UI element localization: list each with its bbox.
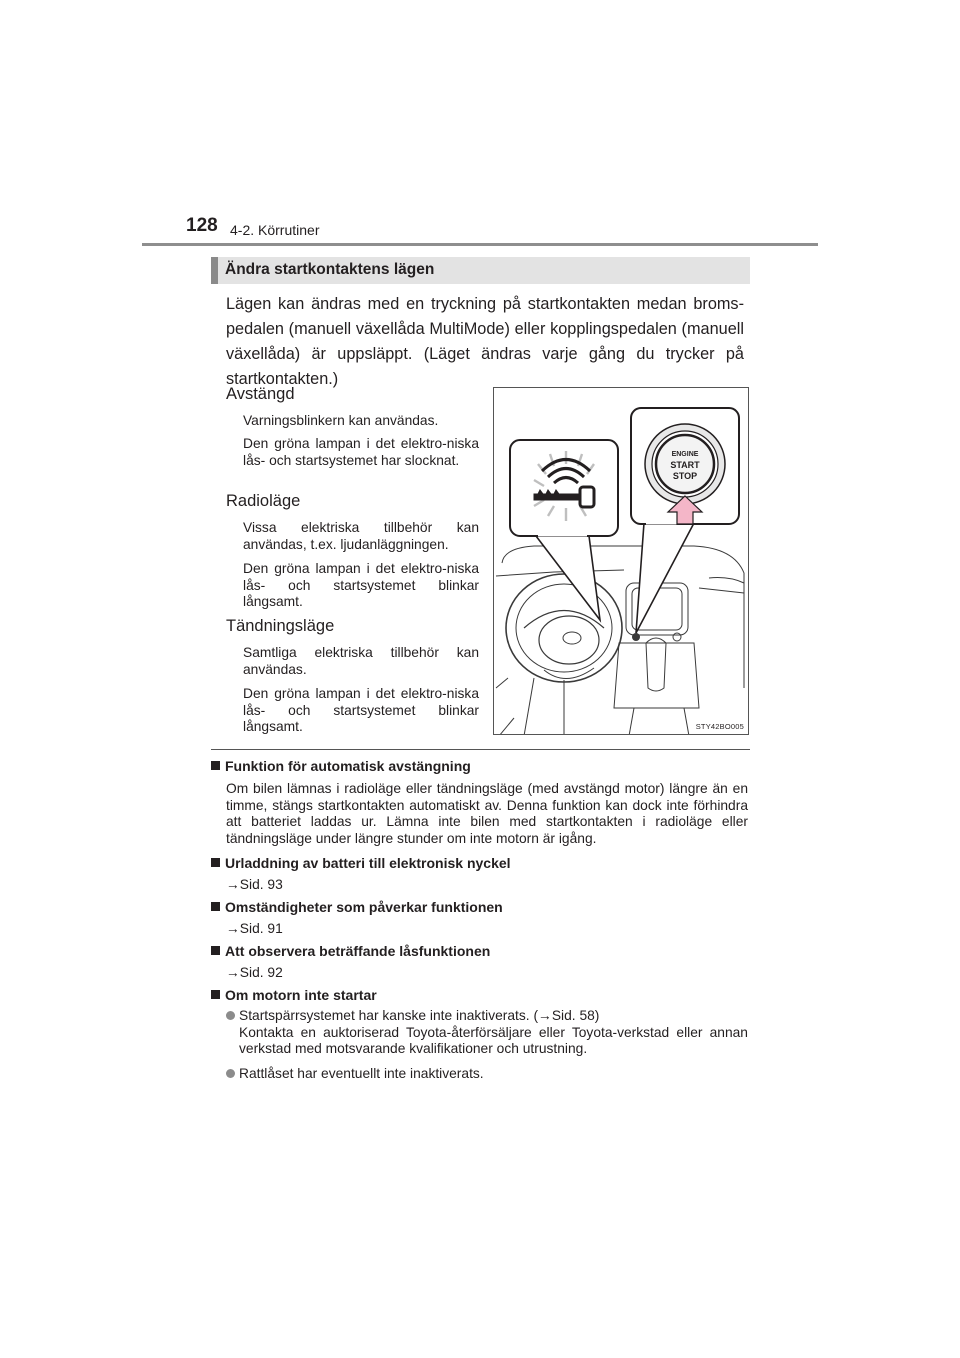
mode-off-line: Den gröna lampan i det elektro-niska lås- och startsystemet har slocknat. [243, 436, 479, 468]
mode-title-acc: Radioläge [226, 492, 301, 510]
bullet-line: Rattlåset har eventuellt inte inaktiverats. [239, 1066, 484, 1081]
note-heading-text: Urladdning av batteri till elektronisk nyckel [225, 855, 511, 871]
page-reference: →Sid. 93 [226, 877, 283, 892]
square-bullet-icon [211, 990, 220, 999]
square-bullet-icon [211, 902, 220, 911]
list-item [226, 1066, 748, 1083]
mode-acc-line: Den gröna lampan i det elektro-niska lås- och startsystemet blinkar långsamt. [243, 561, 479, 609]
note-heading [211, 758, 471, 774]
round-bullet-icon [226, 1069, 235, 1078]
round-bullet-icon [226, 1011, 235, 1020]
square-bullet-icon [211, 761, 220, 770]
note-heading-text: Om motorn inte startar [225, 987, 377, 1003]
dashboard-drawing [494, 388, 749, 735]
mode-title-on: Tändningsläge [226, 617, 335, 635]
button-line-stop: STOP [672, 471, 698, 481]
note-text: Om bilen lämnas i radioläge eller tändningsläge (med avstängd motor) längre än en timme, stängs startkontakten automatiskt av. Denna funktion kan dock inte förhindra att batteriet laddas ur. Lämna inte bilen med startkontakten i radioläge eller tändningsläge under längre stunder om inte motorn är igång. [226, 781, 748, 846]
note-heading [211, 899, 503, 915]
page-reference: →Sid. 92 [226, 965, 283, 980]
note-heading-text: Att observera beträffande låsfunktionen [225, 943, 491, 959]
square-bullet-icon [211, 858, 220, 867]
page-number: 128 [186, 215, 218, 236]
note-heading [211, 855, 511, 871]
button-line-start: START [670, 460, 700, 470]
square-bullet-icon [211, 946, 220, 955]
button-line-engine: ENGINE [671, 451, 699, 458]
section-heading [211, 257, 750, 284]
bullet-line: Startspärrsystemet har kanske inte inaktiverats. (→Sid. 58) [239, 1008, 600, 1023]
note-heading-text: Omständigheter som påverkar funktionen [225, 899, 503, 915]
mode-title-off: Avstängd [226, 385, 295, 403]
bullet-continuation: Kontakta en auktoriserad Toyota-återförsäljare eller Toyota-verkstad eller annan verkstad med motsvarande kvalifikationer och utrustning. [239, 1024, 748, 1056]
section-title: Ändra startkontaktens lägen [225, 261, 435, 278]
list-item [226, 1008, 748, 1058]
breadcrumb: 4-2. Körrutiner [230, 222, 320, 238]
section-heading-tab [211, 257, 218, 284]
mode-on-line: Samtliga elektriska tillbehör kan användas. [243, 645, 479, 677]
note-heading [211, 943, 490, 959]
dashboard-illustration [493, 387, 749, 735]
mode-off-line: Varningsblinkern kan användas. [243, 413, 439, 428]
intro-paragraph: Lägen kan ändras med en tryckning på startkontakten medan broms-pedalen (manuell växellåda MultiMode) eller kopplingspedalen (manuell växellåda) är uppsläppt. (Läget ändras varje gång du trycker på startkontakten.) [226, 295, 744, 388]
figure-code: STY42BO005 [695, 722, 744, 731]
header-rule [142, 243, 818, 246]
notes-divider [211, 749, 750, 750]
note-heading [211, 987, 377, 1003]
mode-acc-line: Vissa elektriska tillbehör kan användas, t.ex. ljudanläggningen. [243, 520, 479, 552]
page-reference: →Sid. 91 [226, 921, 283, 936]
mode-on-line: Den gröna lampan i det elektro-niska lås- och startsystemet blinkar långsamt. [243, 686, 479, 734]
note-heading-text: Funktion för automatisk avstängning [225, 758, 471, 774]
